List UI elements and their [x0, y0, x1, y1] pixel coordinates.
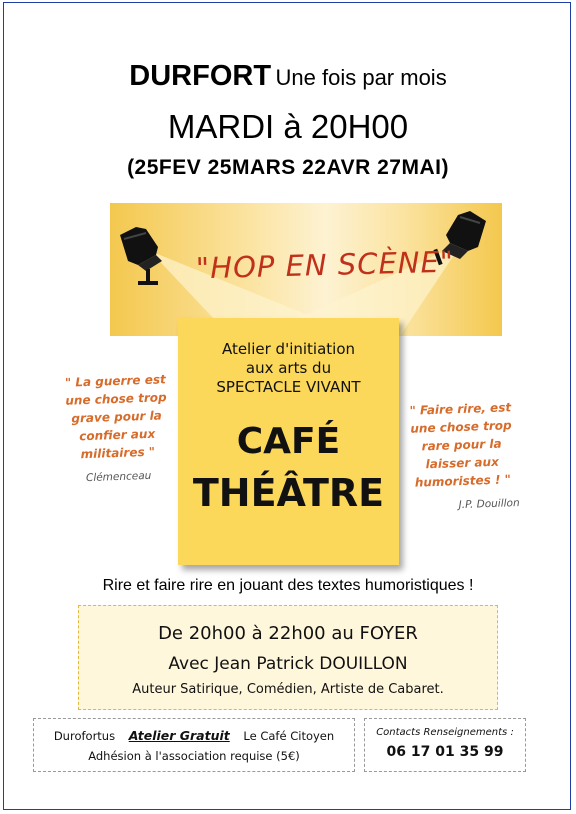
contact-box	[364, 718, 526, 772]
note-line-3: SPECTACLE VIVANT	[216, 378, 361, 396]
cafe-title: CAFÉ	[236, 421, 341, 462]
quote-right-line: une chose trop	[410, 418, 512, 436]
quote-right-line: rare pour la	[421, 436, 502, 454]
workshop-description	[178, 340, 399, 397]
quote-right-line: " Faire rire, est	[409, 400, 512, 418]
quote-left-author: Clémenceau	[85, 469, 152, 485]
quote-right-author: J.P. Douillon	[458, 497, 520, 512]
host-line: Avec Jean Patrick DOUILLON	[168, 654, 408, 674]
organizer-row	[34, 728, 354, 743]
org-name: Durofortus	[53, 729, 116, 743]
note-line-1: Atelier d'initiation	[221, 340, 356, 358]
schedule-line: De 20h00 à 22h00 au FOYER	[158, 623, 418, 644]
quote-right-line: humoristes ! "	[414, 472, 512, 490]
dates: (25FEV 25MARS 22AVR 27MAI)	[127, 156, 449, 179]
host-description: Auteur Satirique, Comédien, Artiste de Cabaret.	[132, 682, 444, 697]
note-line-2: aux arts du	[245, 359, 332, 377]
quote-right-line: laisser aux	[425, 454, 500, 472]
quote-left-line: confier aux	[79, 426, 156, 444]
quote-left-line: " La guerre est	[64, 372, 166, 390]
quote-left-line: militaires "	[80, 444, 156, 462]
town-name: DURFORT	[129, 60, 272, 92]
quote-left-line: une chose trop	[65, 390, 167, 408]
cafe-citoyen: Le Café Citoyen	[243, 729, 335, 743]
theatre-title: THÉÂTRE	[192, 471, 385, 515]
quote-left	[56, 370, 178, 488]
quote-right	[400, 398, 524, 516]
frequency: Une fois par mois	[275, 65, 447, 90]
info-box	[78, 605, 498, 710]
contact-phone[interactable]: 06 17 01 35 99	[386, 744, 504, 760]
banner-title: "HOP EN SCÈNE"	[195, 244, 455, 286]
membership-note: Adhésion à l'association requise (5€)	[88, 749, 300, 763]
organizer-box	[33, 718, 355, 772]
sticky-note	[178, 318, 399, 565]
tagline: Rire et faire rire en jouant des textes humoristiques !	[102, 577, 474, 594]
day-time: MARDI à 20H00	[167, 108, 409, 145]
contact-label: Contacts Renseignements :	[376, 727, 514, 738]
quote-left-line: grave pour la	[71, 408, 163, 426]
header-town-line	[0, 60, 576, 93]
free-workshop: Atelier Gratuit	[128, 728, 230, 743]
